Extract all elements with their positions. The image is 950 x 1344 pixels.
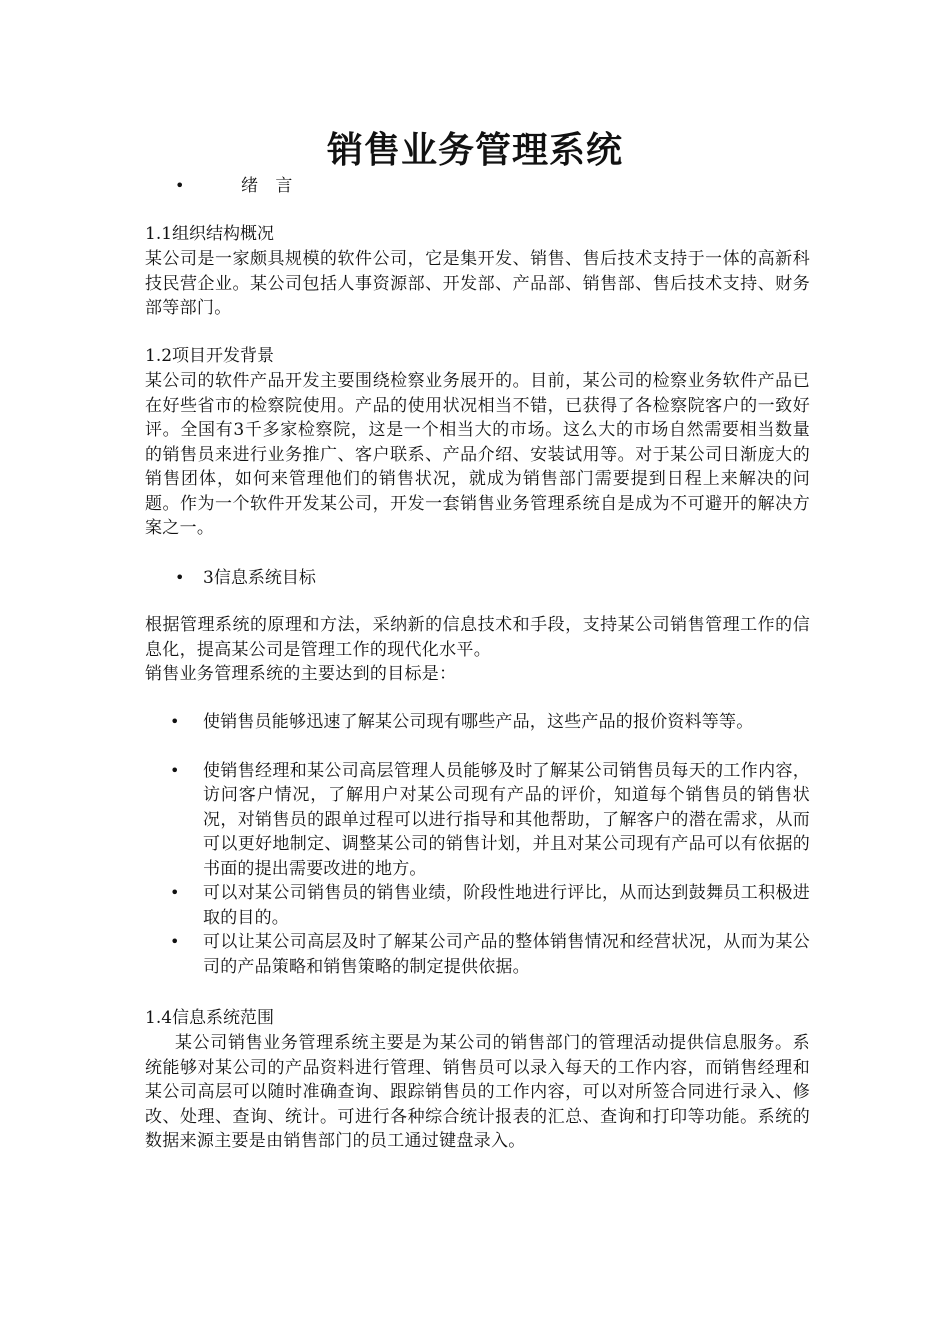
section-1-3-body-1: 根据管理系统的原理和方法，采纳新的信息技术和手段，支持某公司销售管理工作的信息化，提高某公司是管理工作的现代化水平。 — [145, 615, 810, 660]
section-1-4-body: 某公司销售业务管理系统主要是为某公司的销售部门的管理活动提供信息服务。系统能够对某公司的产品资料进行管理、销售员可以录入每天的工作内容，而销售经理和某公司高层可以随时准确查询、跟踪销售员的工作内容，可以对所签合同进行录入、修改、处理、查询、统计。可进行各种综合统计报表的汇总、查询和打印等功能。系统的数据来源主要是由销售部门的员工通过键盘录入。 — [145, 1033, 810, 1151]
bullet-icon: • — [175, 176, 185, 195]
bullet-icon: • — [170, 712, 180, 731]
section-1-3-heading: 3信息系统目标 — [203, 568, 316, 588]
list-item — [170, 930, 810, 979]
goal-text: 使销售经理和某公司高层管理人员能够及时了解某公司销售员每天的工作内容，访问客户情况，了解用户对某公司现有产品的评价，知道每个销售员的销售状况，对销售员的跟单过程可以进行指导和其他帮助，了解客户的潜在需求，从而可以更好地制定、调整某公司的销售计划，并且对某公司现有产品可以有依据的书面的提出需要改进的地方。 — [203, 760, 810, 879]
section-1-1-body: 某公司是一家颇具规模的软件公司，它是集开发、销售、售后技术支持于一体的高新科技民营企业。某公司包括人事资源部、开发部、产品部、销售部、售后技术支持、财务部等部门。 — [145, 249, 810, 318]
bullet-icon: • — [170, 932, 180, 951]
list-item — [170, 881, 810, 930]
goal-text: 使销售员能够迅速了解某公司现有哪些产品，这些产品的报价资料等等。 — [203, 712, 754, 732]
goal-text: 可以对某公司销售员的销售业绩，阶段性地进行评比，从而达到鼓舞员工积极进取的目的。 — [203, 883, 810, 928]
bullet-icon: • — [175, 568, 185, 587]
bullet-icon: • — [170, 883, 180, 902]
list-item — [170, 710, 810, 735]
list-item — [170, 759, 810, 882]
bullet-icon: • — [170, 760, 180, 780]
section-1-1-heading: 1.1组织结构概况 — [145, 224, 275, 244]
section-1-2-heading: 1.2项目开发背景 — [145, 346, 275, 366]
section-1-4-heading: 1.4信息系统范围 — [145, 1008, 275, 1028]
intro-heading: 绪 言 — [241, 176, 299, 196]
section-1-3-body-2: 销售业务管理系统的主要达到的目标是： — [145, 664, 457, 684]
goals-list — [170, 710, 810, 979]
document-title: 销售业务管理系统 — [326, 129, 623, 171]
section-1-2-body: 某公司的软件产品开发主要围绕检察业务展开的。目前，某公司的检察业务软件产品已在好些省市的检察院使用。产品的使用状况相当不错，已获得了各检察院客户的一致好评。全国有3千多家检察院，这是一个相当大的市场。这么大的市场自然需要相当数量的销售员来进行业务推广、客户联系、产品介绍、安装试用等。对于某公司日渐庞大的销售团体，如何来管理他们的销售状况，就成为销售部门需要提到日程上来解决的问题。作为一个软件开发某公司，开发一套销售业务管理系统自是成为不可避开的解决方案之一。 — [145, 371, 810, 538]
goal-text: 可以让某公司高层及时了解某公司产品的整体销售情况和经营状况，从而为某公司的产品策略和销售策略的制定提供依据。 — [203, 932, 810, 977]
